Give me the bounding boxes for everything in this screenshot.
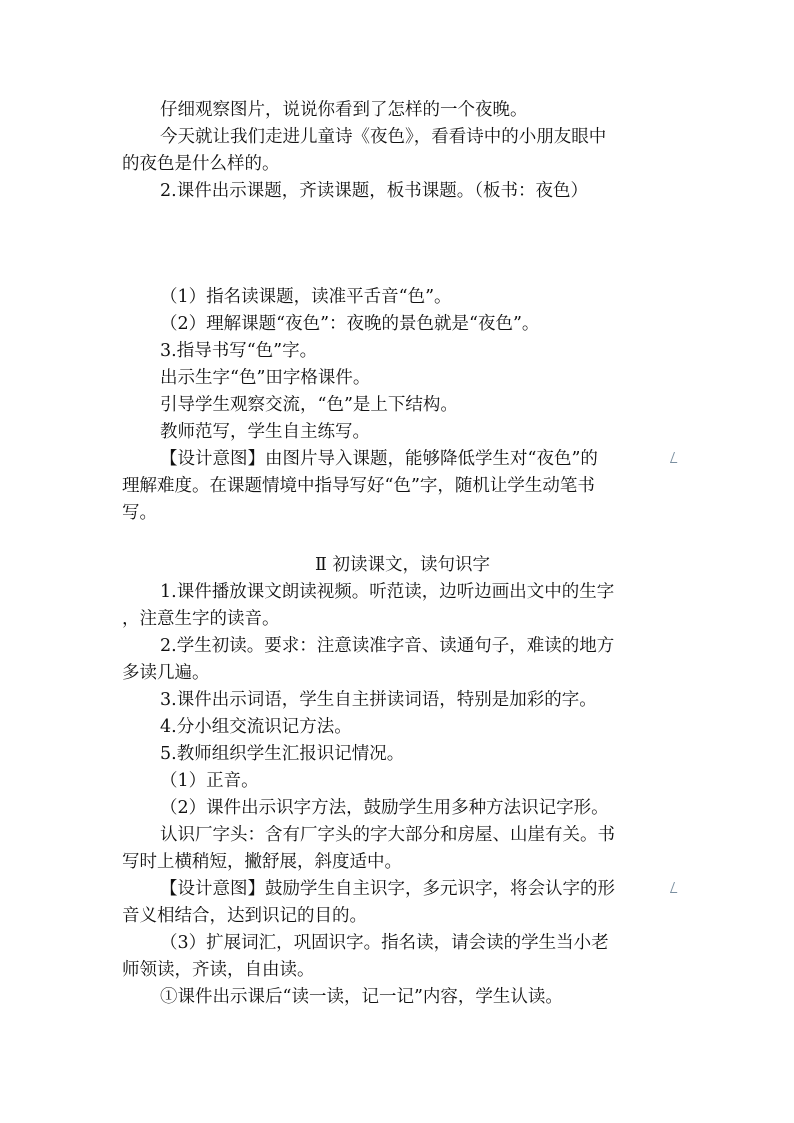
text-line-24: 写时上横稍短，撇舒展，斜度适中。 (122, 852, 402, 872)
text-line-12: 理解难度。在课题情境中指导写好“色”字，随机让学生动笔书 (122, 476, 595, 496)
text-line-7: 3.指导书写“色”字。 (160, 341, 318, 361)
text-line-11: 【设计意图】由图片导入课题，能够降低学生对“夜色”的 (160, 449, 598, 469)
text-line-16: 2.学生初读。要求：注意读准字音、读通句子，难读的地方 (160, 636, 615, 656)
text-line-5: （1）指名读课题，读准平舌音“色”。 (160, 287, 452, 307)
text-line-18: 3.课件出示词语，学生自主拼读词语，特别是加彩的字。 (160, 690, 597, 710)
text-line-8: 出示生字“色”田字格课件。 (160, 368, 371, 388)
text-line-1: 仔细观察图片，说说你看到了怎样的一个夜晚。 (160, 100, 528, 120)
text-line-25: 【设计意图】鼓励学生自主识字，多元识字，将会认字的形 (160, 879, 615, 899)
revision-mark-icon (670, 452, 681, 463)
text-line-14: 1.课件播放课文朗读视频。听范读，边听边画出文中的生字 (160, 582, 615, 602)
section-heading: Ⅱ 初读课文，读句识字 (315, 555, 490, 575)
text-line-22: （2）课件出示识字方法，鼓励学生用多种方法识记字形。 (160, 798, 609, 818)
text-line-15: ，注意生字的读音。 (122, 609, 280, 629)
text-line-13: 写。 (122, 503, 157, 523)
text-line-21: （1）正音。 (160, 771, 259, 791)
text-line-6: （2）理解课题“夜色”：夜晚的景色就是“夜色”。 (160, 314, 540, 334)
text-line-2: 今天就让我们走进儿童诗《夜色》，看看诗中的小朋友眼中 (160, 127, 607, 147)
text-line-23: 认识厂字头：含有厂字头的字大部分和房屋、山崖有关。书 (160, 825, 615, 845)
text-line-10: 教师范写，学生自主练写。 (160, 422, 370, 442)
text-line-27: （3）扩展词汇，巩固识字。指名读，请会读的学生当小老 (160, 933, 609, 953)
text-line-19: 4.分小组交流识记方法。 (160, 717, 352, 737)
text-line-20: 5.教师组织学生汇报识记情况。 (160, 744, 405, 764)
text-line-28: 师领读，齐读，自由读。 (122, 960, 315, 980)
text-line-4: 2.课件出示课题，齐读课题，板书课题。（板书：夜色） (160, 181, 588, 201)
text-line-3: 的夜色是什么样的。 (122, 154, 280, 174)
text-line-9: 引导学生观察交流，“色”是上下结构。 (160, 395, 458, 415)
text-line-26: 音义相结合，达到识记的目的。 (122, 906, 367, 926)
text-line-29: ①课件出示课后“读一读，记一记”内容，学生认读。 (160, 987, 563, 1007)
text-line-17: 多读几遍。 (122, 663, 210, 683)
revision-mark-icon-2 (670, 882, 681, 893)
